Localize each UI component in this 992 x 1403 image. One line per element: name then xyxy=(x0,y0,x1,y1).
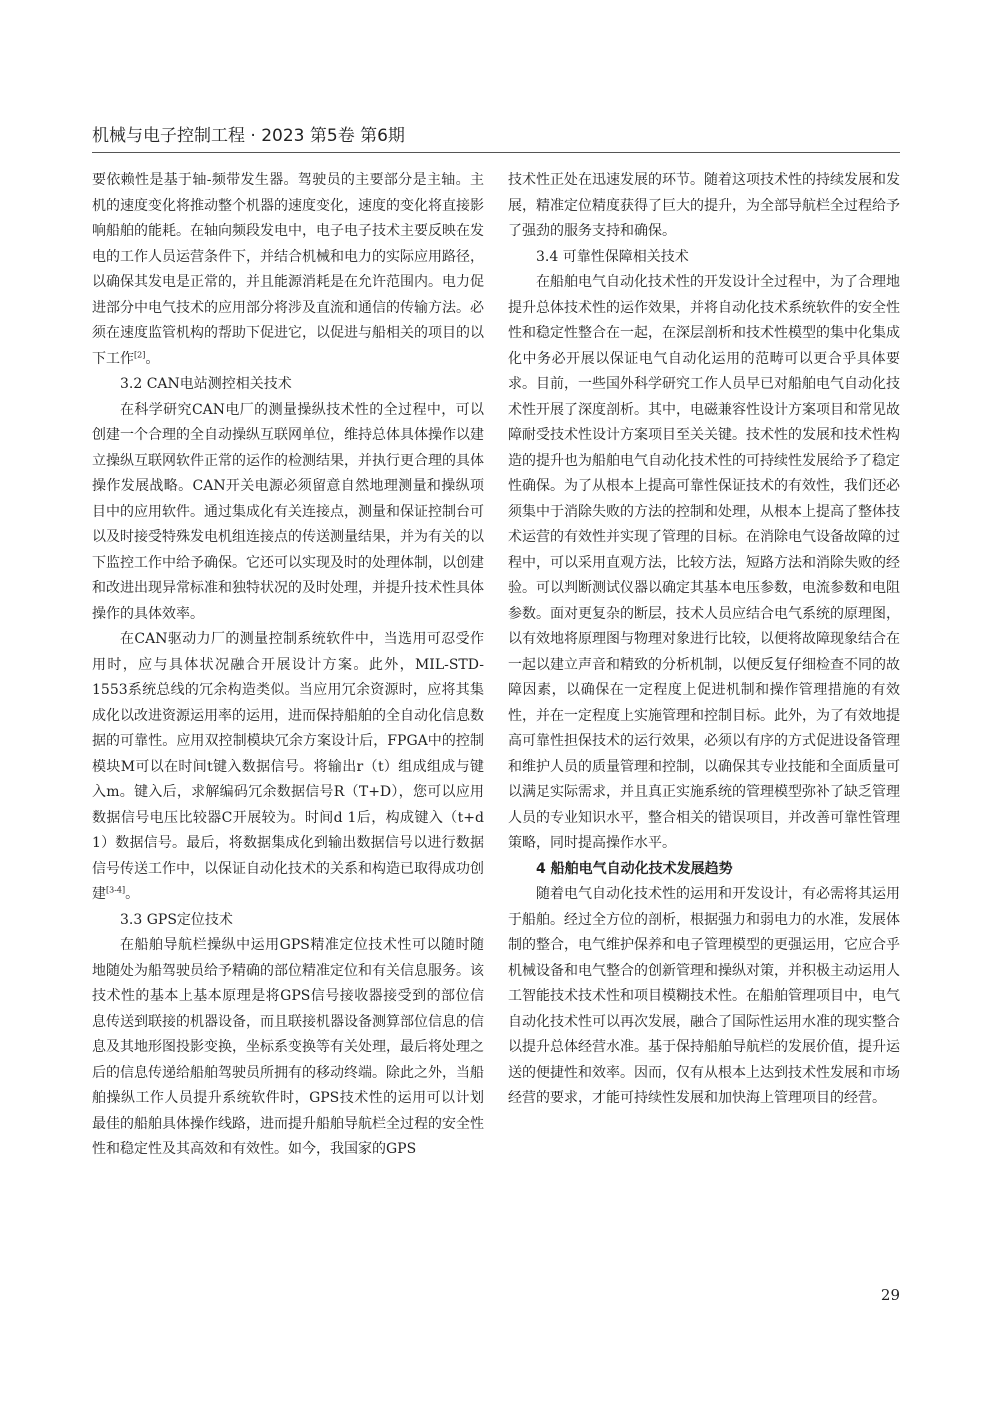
paragraph: 技术性正处在迅速发展的环节。随着这项技术性的持续发展和发展，精准定位精度获得了巨大的提升，为全部导航栏全过程给予了强劲的服务支持和确保。 xyxy=(508,172,900,239)
journal-title: 机械与电子控制工程 · 2023 第5卷 第6期 xyxy=(92,126,405,146)
paragraph-text: 要依赖性是基于轴-频带发生器。驾驶员的主要部分是主轴。主机的速度变化将推动整个机器的速度变化，速度的变化将直接影响船舶的能耗。在轴向频段发电中，电子电子技术主要反映在发电的工作人员运营条件下，并结合机械和电力的实际应用路径，以确保其发电是正常的，并且能源消耗是在允许范围内。电力促进部分中电气技术的应用部分将涉及直流和通信的传输方法。必须在速度监管机构的帮助下促进它，以促进与船相关的项目的以下工作 xyxy=(92,172,484,367)
section-heading-3-3: 3.3 GPS定位技术 xyxy=(120,911,233,928)
paragraph-end: 。 xyxy=(125,886,140,902)
paragraph xyxy=(92,168,484,372)
paragraph-end: 。 xyxy=(145,350,160,367)
section-heading-3-4: 3.4 可靠性保障相关技术 xyxy=(536,248,689,265)
paragraph: 在船舶导航栏操纵中运用GPS精准定位技术性可以随时随地随处为船驾驶员给予精确的部位精准定位和有关信息服务。该技术性的基本上基本原理是将GPS信号接收器接受到的部位信息传送到联接的机器设备，而且联接机器设备测算部位信息的信息及其地形图投影变换，坐标系变换等有关处理，最后将处理之后的信息传递给船舶驾驶员所拥有的移动终端。除此之外，当船舶操纵工作人员提升系统软件时，GPS技术性的运用可以计划最佳的船舶具体操作线路，进而提升船舶导航栏全过程的安全性性和稳定性及其高效和有效性。如今，我国家的GPS xyxy=(92,937,484,1157)
page-header xyxy=(92,120,900,153)
paragraph: 在科学研究CAN电厂的测量操纵技术性的全过程中，可以创建一个合理的全自动操纵互联网单位，维持总体具体操作以建立操纵互联网软件正常的运作的检测结果，并执行更合理的具体操作发展战略。CAN开关电源必须留意自然地理测量和操纵项目中的应用软件。通过集成化有关连接点，测量和保证控制台可以及时接受特殊发电机组连接点的传送测量结果，并为有关的以下监控工作中给予确保。它还可以实现及时的处理体制，以创建和改进出现异常标准和独特状况的及时处理，并提升技术性具体操作的具体效率。 xyxy=(92,401,484,622)
paragraph xyxy=(92,627,484,908)
right-column xyxy=(508,168,900,1112)
section-heading-4: 4 船舶电气自动化技术发展趋势 xyxy=(536,860,733,877)
citation: [3-4] xyxy=(106,885,126,895)
paragraph: 在船舶电气自动化技术性的开发设计全过程中，为了合理地提升总体技术性的运作效果，并将自动化技术系统软件的安全性性和稳定性整合在一起，在深层剖析和技术性模型的集中化集成化中务必开展以保证电气自动化运用的范畴可以更合乎具体要求。目前，一些国外科学研究工作人员早已对船舶电气自动化技术性开展了深度剖析。其中，电磁兼容性设计方案项目和常见故障耐受技术性设计方案项目至关关键。技术性的发展和技术性构造的提升也为船舶电气自动化技术性的可持续性发展给予了稳定性确保。为了从根本上提高可靠性保证技术的有效性，我们还必须集中于消除失败的方法的控制和处理，从根本上提高了整体技术运营的有效性并实现了管理的目标。在消除电气设备故障的过程中，可以采用直观方法，比较方法，短路方法和消除失败的经验。可以判断测试仪器以确定其基本电压参数，电流参数和电阻参数。面对更复杂的断层，技术人员应结合电气系统的原理图，以有效地将原理图与物理对象进行比较，以便将故障现象结合在一起以建立声音和精致的分析机制，以便反复仔细检查不同的故障因素，以确保在一定程度上促进机制和操作管理措施的有效性，并在一定程度上实施管理和控制目标。此外，为了有效地提高可靠性担保技术的运行效果，必须以有序的方式促进设备管理和维护人员的质量管理和控制，以确保其专业技能和全面质量可以满足实际需求，并且真正实施系统的管理模型弥补了缺乏管理人员的专业知识水平，整合相关的错误项目，并改善可靠性管理策略，同时提高操作水平。 xyxy=(508,274,900,851)
left-column xyxy=(92,168,484,1163)
section-heading-3-2: 3.2 CAN电站测控相关技术 xyxy=(120,376,292,392)
page-number: 29 xyxy=(880,1286,900,1304)
paragraph-text: 在CAN驱动力厂的测量控制系统软件中，当选用可忍受作用时，应与具体状况融合开展设计方案。此外，MIL-STD-1553系统总线的冗余构造类似。当应用冗余资源时，应将其集成化以改进资源运用率的运用，进而保持船舶的全自动化信息数据的可靠性。应用双控制模块冗余方案设计后，FPGA中的控制模块M可以在时间t键入数据信号。将输出r（t）组成组成与键入m。键入后，求解编码冗余数据信号R（T+D），您可以应用数据信号电压比较器C开展较为。时间d 1后，构成键入（t+d 1）数据信号。最后，将数据集成化到输出数据信号以进行数据信号传送工作中，以保证自动化技术的关系和构造已取得成功创建 xyxy=(92,631,484,902)
paragraph: 随着电气自动化技术性的运用和开发设计，有必需将其运用于船舶。经过全方位的剖析，根据强力和弱电力的水准，发展体制的整合，电气维护保养和电子管理模型的更强运用，它应合乎机械设备和电气整合的创新管理和操纵对策，并积极主动运用人工智能技术技术性和项目模糊技术性。在船舶管理项目中，电气自动化技术性可以再次发展，融合了国际性运用水准的现实整合以提升总体经营水准。基于保持船舶导航栏的发展价值，提升运送的便捷性和效率。因而，仅有从根本上达到技术性发展和市场经营的要求，才能可持续性发展和加快海上管理项目的经营。 xyxy=(508,886,900,1106)
citation: [2] xyxy=(134,349,146,359)
